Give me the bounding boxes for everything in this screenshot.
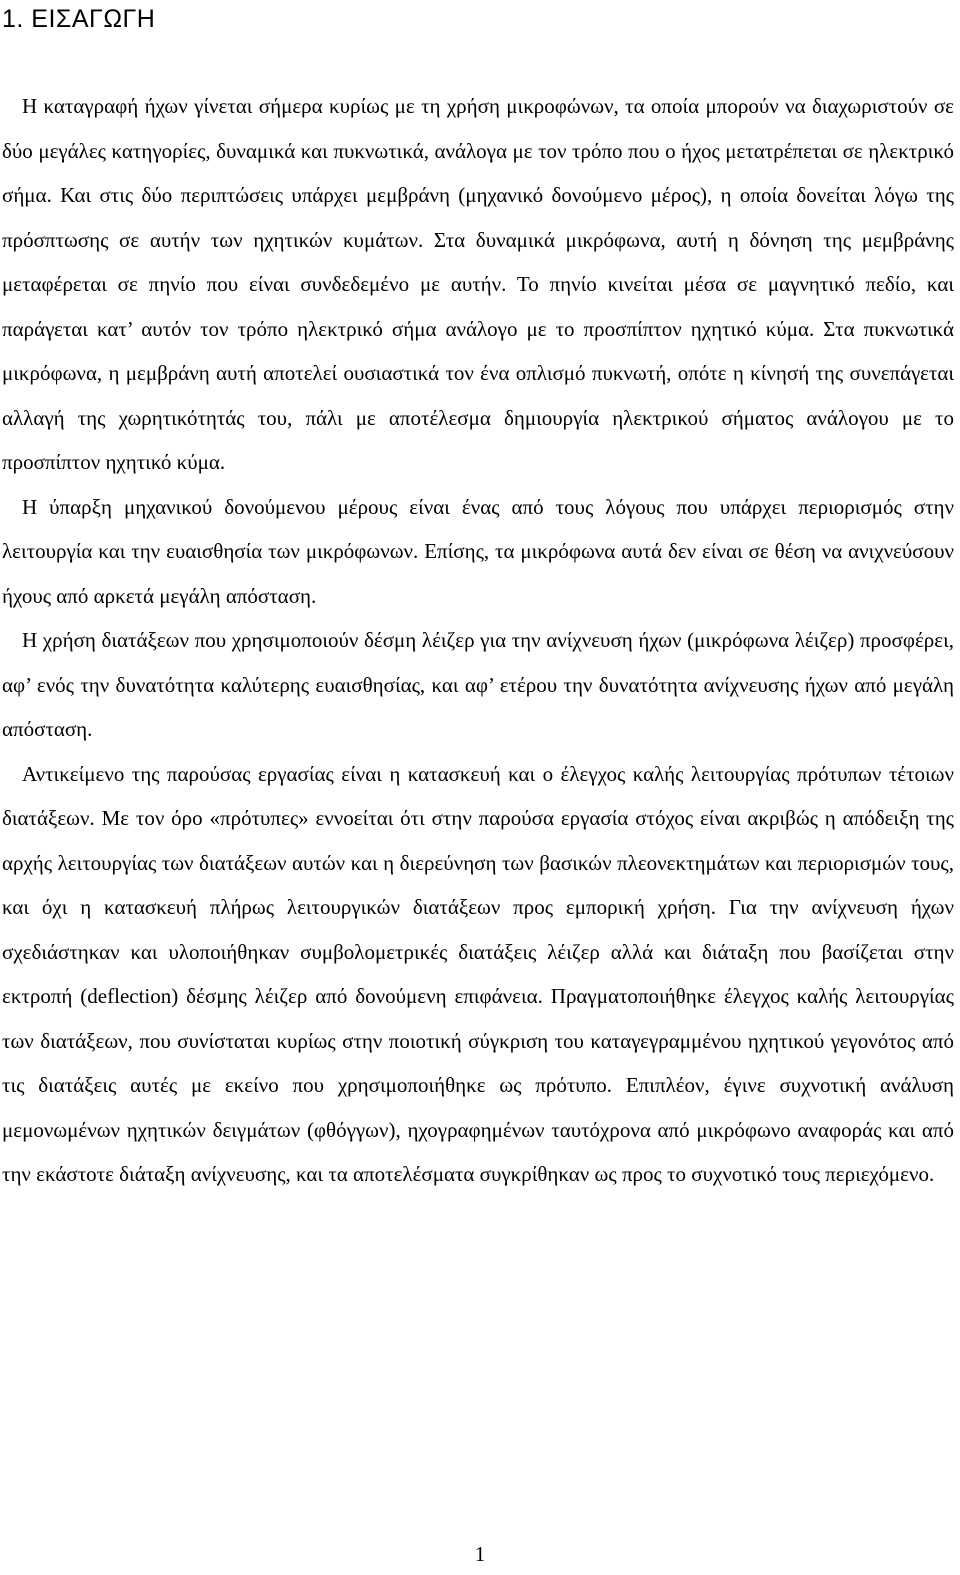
paragraph-laser-microphones: Η χρήση διατάξεων που χρησιμοποιούν δέσμη λέιζερ για την ανίχνευση ήχων (μικρόφωνα λέιζερ) προσφέρει, αφ’ ενός την δυνατότητα καλύτερης ευαισθησίας, και αφ’ ετέρου την δυνατότητα ανίχνευσης ήχων από μεγάλη απόσταση. xyxy=(2,628,954,741)
paragraph-microphone-types: Η καταγραφή ήχων γίνεται σήμερα κυρίως με τη χρήση μικροφώνων, τα οποία μπορούν να διαχωριστούν σε δύο μεγάλες κατηγορίες, δυναμικά και πυκνωτικά, ανάλογα με τον τρόπο που ο ήχος μετατρέπεται σε ηλεκτρικό σήμα. Και στις δύο περιπτώσεις υπάρχει μεμβράνη (μηχανικό δονούμενο μέρος), η οποία δονείται λόγω της πρόσπτωσης σε αυτήν των ηχητικών κυμάτων. Στα δυναμικά μικρόφωνα, αυτή η δόνηση της μεμβράνης μεταφέρεται σε πηνίο που είναι συνδεδεμένο με αυτήν. Το πηνίο κινείται μέσα σε μαγνητικό πεδίο, και παράγεται κατ’ αυτόν τον τρόπο ηλεκτρικό σήμα ανάλογο με το προσπίπτον ηχητικό κύμα. Στα πυκνωτικά μικρόφωνα, η μεμβράνη αυτή αποτελεί ουσιαστικά τον ένα οπλισμό πυκνωτή, οπότε η κίνησή της συνεπάγεται αλλαγή της χωρητικότητάς του, πάλι με αποτέλεσμα δημιουργία ηλεκτρικού σήματος ανάλογου με το προσπίπτον ηχητικό κύμα. xyxy=(2,94,954,474)
page-number: 1 xyxy=(474,1542,486,1566)
paragraph-objective: Αντικείμενο της παρούσας εργασίας είναι η κατασκευή και ο έλεγχος καλής λειτουργίας πρότυπων τέτοιων διατάξεων. Με τον όρο «πρότυπες» εννοείται ότι στην παρούσα εργασία στόχος είναι ακριβώς η απόδειξη της αρχής λειτουργίας των διατάξεων αυτών και η διερεύνηση των βασικών πλεονεκτημάτων και περιορισμών τους, και όχι η κατασκευή πλήρως λειτουργικών διατάξεων προς εμπορική χρήση. Για την ανίχνευση ήχων σχεδιάστηκαν και υλοποιήθηκαν συμβολομετρικές διατάξεις λέιζερ αλλά και διάταξη που βασίζεται στην εκτροπή (deflection) δέσμης λέιζερ από δονούμενη επιφάνεια. Πραγματοποιήθηκε έλεγχος καλής λειτουργίας των διατάξεων, που συνίσταται κυρίως στην ποιοτική σύγκριση του καταγεγραμμένου ηχητικού γεγονότος από τις διατάξεις αυτές με εκείνο που χρησιμοποιήθηκε ως πρότυπο. Επιπλέον, έγινε συχνοτική ανάλυση μεμονωμένων ηχητικών δειγμάτων (φθόγγων), ηχογραφημένων ταυτόχρονα από μικρόφωνο αναφοράς και από την εκάστοτε διάταξη ανίχνευσης, και τα αποτελέσματα συγκρίθηκαν ως προς το συχνοτικό τους περιεχόμενο. xyxy=(2,761,954,1186)
section-heading: 1. ΕΙΣΑΓΩΓΗ xyxy=(2,5,156,33)
body-text xyxy=(2,84,954,1197)
document-page xyxy=(2,0,954,1186)
paragraph-limitations: Η ύπαρξη μηχανικού δονούμενου μέρους είναι ένας από τους λόγους που υπάρχει περιορισμός στην λειτουργία και την ευαισθησία των μικρόφωνων. Επίσης, τα μικρόφωνα αυτά δεν είναι σε θέση να ανιχνεύσουν ήχους από αρκετά μεγάλη απόσταση. xyxy=(2,494,954,608)
